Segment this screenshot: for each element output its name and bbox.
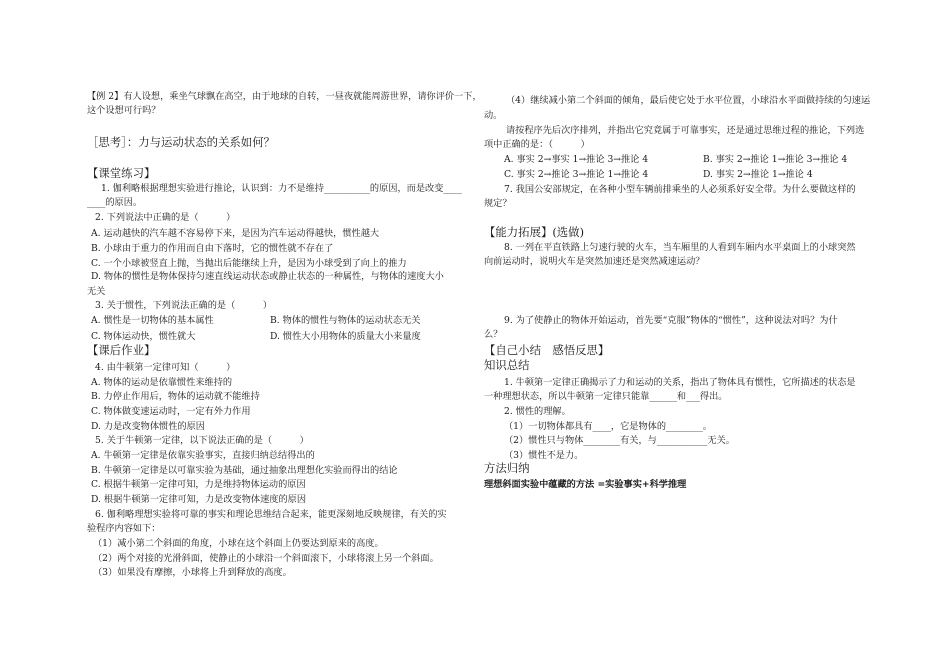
q2-stem: 2. 下列说法中正确的是（ ） <box>95 212 236 223</box>
q6-stem-line-2: 验程序内容如下： <box>87 523 161 534</box>
q4-option-d: D. 力是改变物体惯性的原因 <box>91 421 205 432</box>
q2-option-d: D. 物体的惯性是物体保持匀速直线运动状态或静止状态的一种属性，与物体的速度大小 <box>91 271 444 282</box>
step-4-line-1: （4）继续减小第二个斜面的倾角，最后使它处于水平位置，小球沿水平面做持续的匀速运 <box>506 95 871 106</box>
q4-option-b: B. 力停止作用后，物体的运动就不能维持 <box>91 391 260 402</box>
order-option-a: A. 事实 2→事实 1→推论 3→推论 4 <box>504 154 649 165</box>
q2-option-b: B. 小球由于重力的作用而自由下落时，它的惯性就不存在了 <box>91 243 334 254</box>
q2-option-c: C. 一个小球被竖直上抛，当抛出后能继续上升，是因为小球受到了向上的推力 <box>91 258 407 269</box>
q6-step-3: （3）如果没有摩擦，小球将上升到释放的高度。 <box>93 567 292 578</box>
q6-stem-line-1: 6. 伽利略理想实验将可靠的事实和理论思维结合起来，能更深刻地反映规律，有关的实 <box>95 509 447 520</box>
order-option-b: B. 事实 2→推论 1→推论 3→推论 4 <box>703 154 848 165</box>
step-4-line-2: 动。 <box>484 110 503 121</box>
q4-option-a: A. 物体的运动是依靠惯性来维持的 <box>91 377 233 388</box>
thinking-prompt: ［思考］：力与运动状态的关系如何？ <box>87 135 275 149</box>
q3-option-c: C. 物体运动快，惯性就大 <box>91 331 196 342</box>
q3-option-a: A. 惯性是一切物体的基本属性 <box>91 315 214 326</box>
q1-line-2: ____的原因。 <box>87 197 143 208</box>
q9-line-1: 9. 为了使静止的物体开始运动，首先要“克服”物体的“惯性”，这种说法对吗？为什 <box>504 315 838 326</box>
ability-extension-heading: 【能力拓展】(选做) <box>484 225 585 239</box>
method-summary-title: 方法归纳 <box>484 461 530 475</box>
q5-option-c: C. 根据牛顿第一定律可知，力是维持物体运动的原因 <box>91 479 306 490</box>
k1-line-2: 一种理想状态，所以牛顿第一定律只能靠______和___得出。 <box>484 391 728 402</box>
q6-step-2: （2）两个对接的光滑斜面，使静止的小球沿一个斜面滚下，小球将滚上另一个斜面。 <box>93 553 439 564</box>
q7-line-1: 7. 我国公安部规定，在各种小型车辆前排乘坐的人必须系好安全带。为什么要做这样的 <box>504 184 856 195</box>
q2-option-a: A. 运动越快的汽车越不容易停下来，是因为汽车运动得越快，惯性越大 <box>91 228 380 239</box>
homework-heading: 【课后作业】 <box>87 343 156 357</box>
q9-line-2: 么？ <box>484 329 503 340</box>
q3-option-d: D. 惯性大小用物体的质量大小来量度 <box>270 331 421 342</box>
example-2-line-2: 这个设想可行吗？ <box>87 105 161 116</box>
q5-option-d: D. 根据牛顿第一定律可知，力是改变物体速度的原因 <box>91 494 307 505</box>
order-option-c: C. 事实 2→推论 3→推论 1→推论 4 <box>504 169 649 180</box>
q8-line-2: 向前运动时，说明火车是突然加速还是突然减速运动？ <box>484 256 705 267</box>
q5-option-a: A. 牛顿第一定律是依靠实验事实，直接归纳总结得出的 <box>91 450 315 461</box>
k2-item-3: （3）惯性不是力。 <box>504 450 584 461</box>
q4-stem: 4. 由牛顿第一定律可知（ ） <box>95 362 236 373</box>
order-question-line-2: 项中正确的是：（ ） <box>484 139 590 150</box>
class-practice-heading: 【课堂练习】 <box>87 166 156 180</box>
knowledge-summary-title: 知识总结 <box>484 358 530 372</box>
k2-item-2: （2）惯性只与物体________有关，与___________无关。 <box>504 435 735 446</box>
q3-stem: 3. 关于惯性，下列说法正确的是（ ） <box>95 300 273 311</box>
q5-option-b: B. 牛顿第一定律是以可靠实验为基础，通过抽象出理想化实验而得出的结论 <box>91 465 398 476</box>
q2-option-d-cont: 无关 <box>87 286 106 297</box>
order-option-d: D. 事实 2→推论 1→推论 4 <box>703 169 813 180</box>
q1-line-1: 1. 伽利略根据理想实验进行推论，认识到：力不是维持__________的原因，而是改变____ <box>101 183 462 194</box>
q4-option-c: C. 物体做变速运动时，一定有外力作用 <box>91 406 251 417</box>
self-summary-heading: 【自己小结 感悟反思】 <box>484 343 610 357</box>
q6-step-1: （1）减小第二个斜面的角度，小球在这个斜面上仍要达到原来的高度。 <box>93 538 384 549</box>
q7-line-2: 规定？ <box>484 198 512 209</box>
k1-line-1: 1. 牛顿第一定律正确揭示了力和运动的关系，指出了物体具有惯性，它所描述的状态是 <box>504 377 856 388</box>
k2-item-1: （1）一切物体都具有____，它是物体的________。 <box>504 421 712 432</box>
k2-title: 2. 惯性的理解。 <box>504 406 571 417</box>
q8-line-1: 8. 一列在平直铁路上匀速行驶的火车，当车厢里的人看到车厢内水平桌面上的小球突然 <box>504 242 856 253</box>
method-summary-text: 理想斜面实验中蕴藏的方法 =实验事实+科学推理 <box>484 479 687 490</box>
q5-stem: 5. 关于牛顿第一定律，以下说法正确的是（ ） <box>95 435 309 446</box>
order-question-line-1: 请按程序先后次序排列，并指出它究竟属于可靠事实，还是通过思维过程的推论，下列选 <box>506 125 865 136</box>
example-2-line-1: 【例 2】有人设想，乘坐气球飘在高空，由于地球的自转，一昼夜就能周游世界，请你评价一下， <box>87 91 482 102</box>
q3-option-b: B. 物体的惯性与物体的运动状态无关 <box>270 315 421 326</box>
